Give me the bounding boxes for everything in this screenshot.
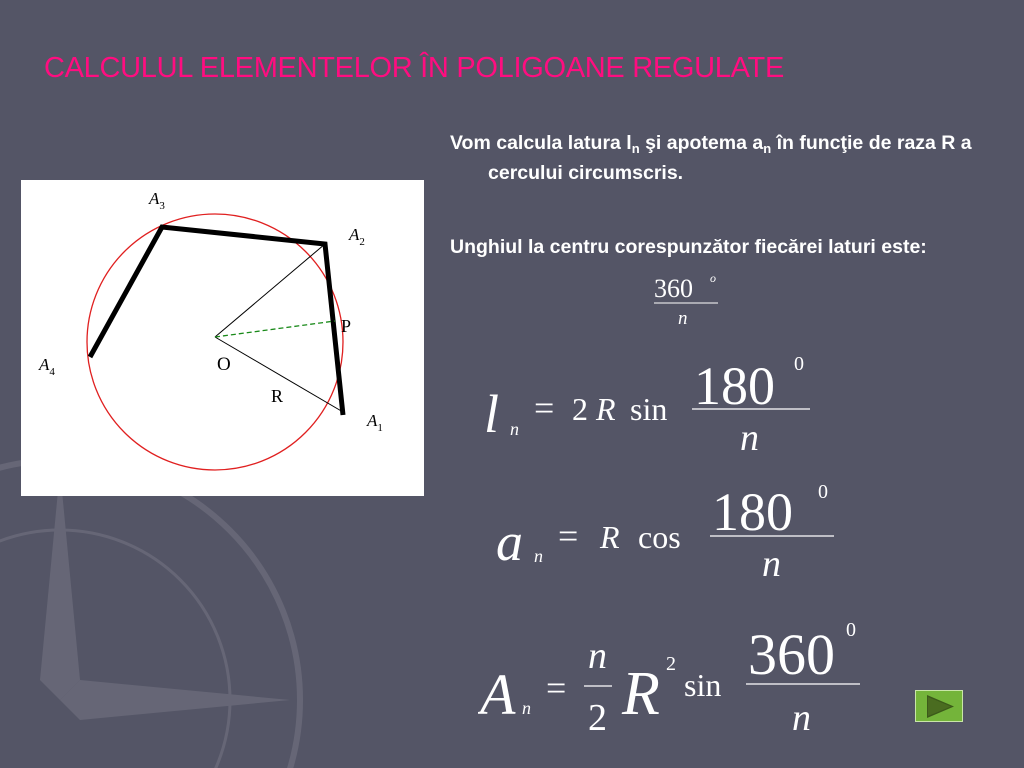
svg-text:n: n bbox=[588, 635, 607, 677]
apothem-formula bbox=[494, 478, 844, 590]
label-foot-p: P bbox=[341, 316, 352, 336]
svg-text:360: 360 bbox=[654, 274, 693, 303]
svg-text:l: l bbox=[484, 384, 500, 444]
svg-text:A: A bbox=[480, 662, 516, 727]
svg-text:2: 2 bbox=[572, 391, 588, 427]
svg-text:2: 2 bbox=[588, 697, 607, 739]
next-slide-button[interactable] bbox=[915, 690, 963, 722]
label-a1: $A_1$ bbox=[367, 411, 383, 434]
radius-oa2 bbox=[215, 244, 325, 337]
svg-text:n: n bbox=[510, 419, 519, 439]
svg-text:n: n bbox=[678, 308, 688, 329]
label-a3: $A_3$ bbox=[149, 189, 165, 212]
svg-text:n: n bbox=[534, 546, 543, 566]
play-arrow-icon bbox=[916, 691, 964, 723]
svg-text:n: n bbox=[740, 417, 759, 459]
svg-text:cos: cos bbox=[638, 519, 681, 555]
label-center-o: O bbox=[217, 354, 231, 375]
svg-text:n: n bbox=[522, 698, 531, 718]
svg-text:o: o bbox=[710, 271, 716, 285]
svg-text:180: 180 bbox=[694, 356, 775, 416]
slide-title: CALCULUL ELEMENTELOR ÎN POLIGOANE REGULATE bbox=[44, 52, 784, 84]
label-a4: $A_4$ bbox=[39, 355, 55, 378]
central-angle-fraction bbox=[648, 266, 728, 330]
circumscribed-circle bbox=[87, 214, 343, 470]
central-angle-paragraph: Unghiul la centru corespunzător fiecărei laturi este: bbox=[450, 236, 927, 258]
svg-text:R: R bbox=[622, 660, 660, 728]
svg-text:0: 0 bbox=[818, 481, 828, 503]
svg-text:=: = bbox=[546, 668, 567, 708]
svg-text:360: 360 bbox=[748, 622, 835, 687]
svg-text:0: 0 bbox=[846, 619, 856, 641]
polygon-sides bbox=[90, 227, 343, 415]
polygon-figure bbox=[21, 180, 424, 496]
side-length-formula bbox=[480, 346, 820, 462]
area-formula bbox=[478, 610, 868, 740]
svg-text:n: n bbox=[792, 697, 811, 739]
svg-text:2: 2 bbox=[666, 653, 676, 675]
svg-text:n: n bbox=[762, 543, 781, 585]
svg-text:R: R bbox=[596, 391, 616, 427]
svg-text:=: = bbox=[534, 388, 555, 428]
svg-text:sin: sin bbox=[684, 667, 722, 703]
label-radius-r: R bbox=[271, 386, 284, 406]
svg-text:180: 180 bbox=[712, 482, 793, 542]
svg-text:a: a bbox=[496, 512, 523, 572]
svg-text:0: 0 bbox=[794, 353, 804, 375]
label-a2: $A_2$ bbox=[349, 225, 365, 248]
intro-paragraph: Vom calcula latura $l_n$ şi apotema $a_n$ în funcţie de raza R a cercului circumscris. bbox=[450, 132, 972, 184]
svg-text:sin: sin bbox=[630, 391, 668, 427]
apothem-op bbox=[215, 321, 335, 337]
svg-text:R: R bbox=[600, 519, 620, 555]
svg-text:=: = bbox=[558, 516, 579, 556]
